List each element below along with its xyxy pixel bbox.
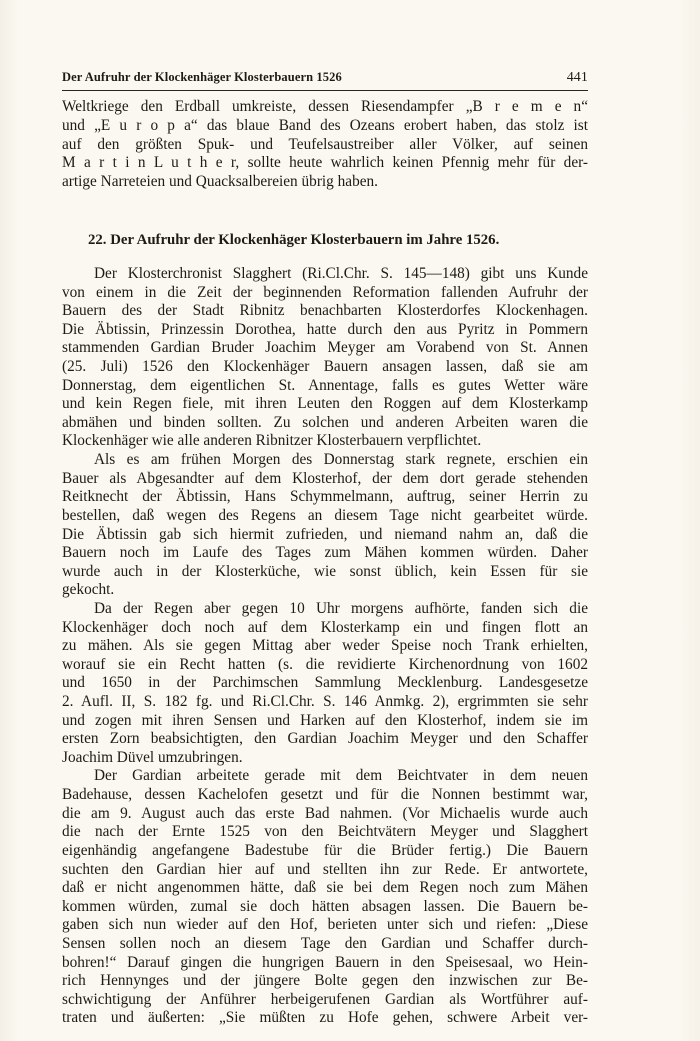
text-line: zu mähen. Als sie gegen Mittag aber weder Speise noch Trank erhielten,	[62, 637, 588, 655]
text-line: abmähen und binden sollten. Zu solchen und anderen Arbeiten waren die	[62, 413, 588, 431]
text-line: Da der Regen aber gegen 10 Uhr morgens aufhörte, fanden sich die	[94, 599, 588, 617]
text-line: Als es am frühen Morgen des Donnerstag stark regnete, erschien ein	[94, 451, 588, 469]
text-line: gaben sich nun wieder auf den Hof, berieten unter sich und riefen: „Diese	[62, 916, 588, 934]
text-line: artige Narreteien und Quacksalbereien übrig haben.	[62, 173, 378, 190]
text-line: und zogen mit ihren Sensen und Harken auf den Klosterhof, indem sie im	[62, 711, 588, 729]
text-line: von einem in die Zeit der beginnenden Reformation fallenden Aufruhr der	[62, 283, 588, 301]
text-line: Der Klosterchronist Slagghert (Ri.Cl.Chr. S. 145—148) gibt uns Kunde	[94, 265, 588, 282]
paragraph-1	[62, 265, 588, 451]
running-header	[62, 70, 588, 85]
text-line: und kein Regen fiele, mit ihren Leuten den Roggen auf dem Klosterkamp	[62, 395, 588, 413]
text-line: 2. Aufl. II, S. 182 fg. und Ri.Cl.Chr. S. 146 Anmkg. 2), ergrimmten sie sehr	[62, 693, 588, 711]
text-line: Klockenhäger wie alle anderen Ribnitzer Klosterbauern verpflichtet.	[62, 432, 482, 450]
text-line: und 1650 in der Parchimschen Sammlung Mecklenburg. Landesgesetze	[62, 674, 588, 692]
text-line: wurde auch in der Klosterküche, wie sonst üblich, kein Essen für sie	[62, 562, 588, 580]
text-line: (25. Juli) 1526 den Klockenhäger Bauern ansagen lassen, daß sie am	[62, 358, 588, 376]
text-line: eigenhändig angefangene Badestube für die Brüder fertig.) Die Bauern	[62, 841, 588, 859]
running-title: Der Aufruhr der Klockenhäger Klosterbauern 1526	[62, 70, 342, 84]
text-line: suchten den Gardian hier auf und stellten ihn zur Rede. Er antwortete,	[62, 860, 588, 878]
text-line: Bauern des der Stadt Ribnitz benachbarten Klosterdorfes Klockenhagen.	[62, 302, 588, 320]
text-line: schwichtigung der Anführer herbeigerufenen Gardian als Wortführer auf-	[62, 990, 588, 1008]
header-rule	[62, 90, 588, 91]
paragraph-3	[62, 600, 588, 767]
text-line: die nach der Ernte 1525 von den Beichtvätern Meyger und Slagghert	[62, 823, 588, 841]
text-line: rich Hennynges und der jüngere Bolte gegen den inzwischen zur Be-	[62, 972, 588, 990]
text-line: auf den größten Spuk- und Teufelsaustreiber aller Völker, auf seinen	[62, 135, 588, 153]
paragraph-4	[62, 767, 588, 1028]
text-line: die am 9. August auch das erste Bad nahmen. (Vor Michaelis wurde auch	[62, 804, 588, 822]
text-line: gekocht.	[62, 581, 115, 599]
text-line: ersten Zorn beabsichtigten, den Gardian Joachim Meyger und den Schaffer	[62, 730, 588, 748]
text-line: worauf sie ein Recht hatten (s. die revidierte Kirchenordnung von 1602	[62, 655, 588, 673]
intro-paragraph	[62, 98, 588, 192]
text-line: Badehause, dessen Kachelofen gesetzt und für die Nonnen bestimmt war,	[62, 786, 588, 804]
text-line: Die Äbtissin gab sich hiermit zufrieden, und niemand nahm an, daß die	[62, 525, 588, 543]
text-line: bestellen, daß wegen des Regens an diesem Tage nicht gearbeitet würde.	[62, 506, 588, 524]
text-line: Klockenhäger doch noch auf dem Klosterkamp ein und fingen flott an	[62, 618, 588, 636]
text-line: Bauer als Abgesandter auf dem Klosterhof, der dem dort gerade stehenden	[62, 469, 588, 487]
page-number: 441	[566, 70, 588, 85]
text-line: bohren!“ Darauf gingen die hungrigen Bauern in den Speisesaal, wo Hein-	[62, 953, 588, 971]
text-line: stammenden Gardian Bruder Joachim Meyger am Vorabend von St. Annen	[62, 339, 588, 357]
text-line: Weltkriege den Erdball umkreiste, dessen Riesendampfer „B r e m e n“	[62, 98, 588, 115]
paragraph-2	[62, 451, 588, 600]
section-heading: 22. Der Aufruhr der Klockenhäger Klosterbauern im Jahre 1526.	[88, 232, 500, 248]
text-line: kommen würden, zumal sie doch hätten absagen lassen. Die Bauern be-	[62, 897, 588, 915]
text-line: Die Äbtissin, Prinzessin Dorothea, hatte durch den aus Pyritz in Pommern	[62, 320, 588, 338]
text-line: Der Gardian arbeitete gerade mit dem Beichtvater in dem neuen	[94, 767, 588, 785]
text-line: Donnerstag, dem eigentlichen St. Annentage, falls es gutes Wetter wäre	[62, 376, 588, 394]
text-line: und „E u r o p a“ das blaue Band des Ozeans erobert haben, das stolz ist	[62, 116, 588, 134]
section-body	[62, 265, 588, 1028]
text-line: traten und äußerten: „Sie müßten zu Hofe gehen, schwere Arbeit ver-	[62, 1009, 588, 1027]
text-line: Reitknecht der Äbtissin, Hans Schymmelmann, auftrug, seiner Herrin zu	[62, 488, 588, 506]
text-line: daß er nicht angenommen hätte, daß sie bei dem Regen noch zum Mähen	[62, 879, 588, 897]
text-line: Sensen sollen noch an diesem Tage den Gardian und Schaffer durch-	[62, 934, 588, 952]
text-line: Joachim Düvel umzubringen.	[62, 748, 243, 766]
text-line: Bauern noch im Laufe des Tages zum Mähen kommen würden. Daher	[62, 544, 588, 562]
text-line: M a r t i n L u t h e r, sollte heute wahrlich keinen Pfennig mehr für der-	[62, 154, 588, 172]
